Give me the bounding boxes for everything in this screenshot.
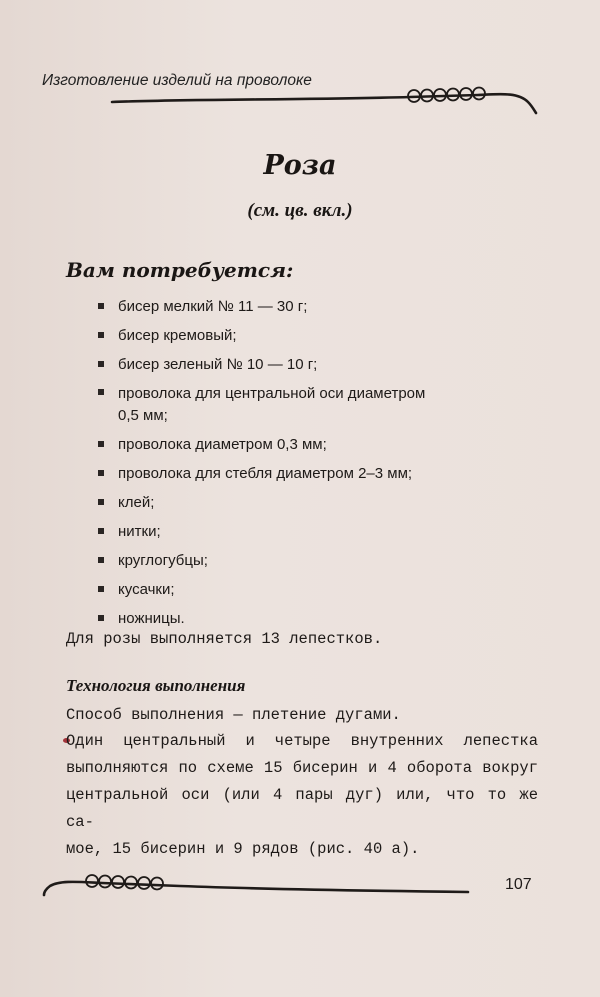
- list-item: проволока для стебля диаметром 2–3 мм;: [98, 459, 498, 488]
- technology-heading: Технология выполнения: [66, 676, 246, 695]
- bullet-icon: [98, 332, 104, 338]
- running-head: Изготовление изделий на проволоке: [42, 72, 312, 89]
- list-item: бисер мелкий № 11 — 30 г;: [98, 292, 498, 321]
- main-paragraph: [66, 728, 538, 863]
- bullet-icon: [98, 441, 104, 447]
- list-item: нитки;: [98, 517, 498, 546]
- bullet-icon: [98, 557, 104, 563]
- paragraph-line: выполняются по схеме 15 бисерин и 4 оборота вокруг: [66, 759, 538, 777]
- materials-heading: Вам потребуется:: [66, 258, 294, 282]
- bullet-icon: [98, 615, 104, 621]
- list-item: клей;: [98, 488, 498, 517]
- bullet-icon: [98, 303, 104, 309]
- list-item: проволока диаметром 0,3 мм;: [98, 430, 498, 459]
- method-paragraph: Способ выполнения — плетение дугами.: [66, 706, 401, 724]
- beaded-wire-icon: [110, 80, 540, 116]
- page-subtitle: (см. цв. вкл.): [247, 200, 353, 221]
- bullet-icon: [98, 361, 104, 367]
- page-title: Роза: [263, 150, 337, 181]
- materials-list: [98, 292, 498, 633]
- paragraph-line: мое, 15 бисерин и 9 рядов (рис. 40 а).: [66, 840, 420, 858]
- bullet-icon: [98, 586, 104, 592]
- list-item: кусачки;: [98, 575, 498, 604]
- list-item: бисер зеленый № 10 — 10 г;: [98, 350, 498, 379]
- paragraph-line: Один центральный и четыре внутренних лепестка: [66, 732, 538, 750]
- bullet-icon: [98, 528, 104, 534]
- paragraph-line: центральной оси (или 4 пары дуг) или, что то же са-: [66, 786, 538, 831]
- page-number: 107: [505, 876, 532, 893]
- petals-paragraph: Для розы выполняется 13 лепестков.: [66, 630, 383, 648]
- list-item: проволока для центральной оси диаметром 0,5 мм;: [98, 379, 498, 430]
- bullet-icon: [98, 389, 104, 395]
- bullet-icon: [98, 470, 104, 476]
- list-item: бисер кремовый;: [98, 321, 498, 350]
- list-item: ножницы.: [98, 604, 498, 633]
- list-item: круглогубцы;: [98, 546, 498, 575]
- beaded-wire-icon: [40, 862, 470, 898]
- bullet-icon: [98, 499, 104, 505]
